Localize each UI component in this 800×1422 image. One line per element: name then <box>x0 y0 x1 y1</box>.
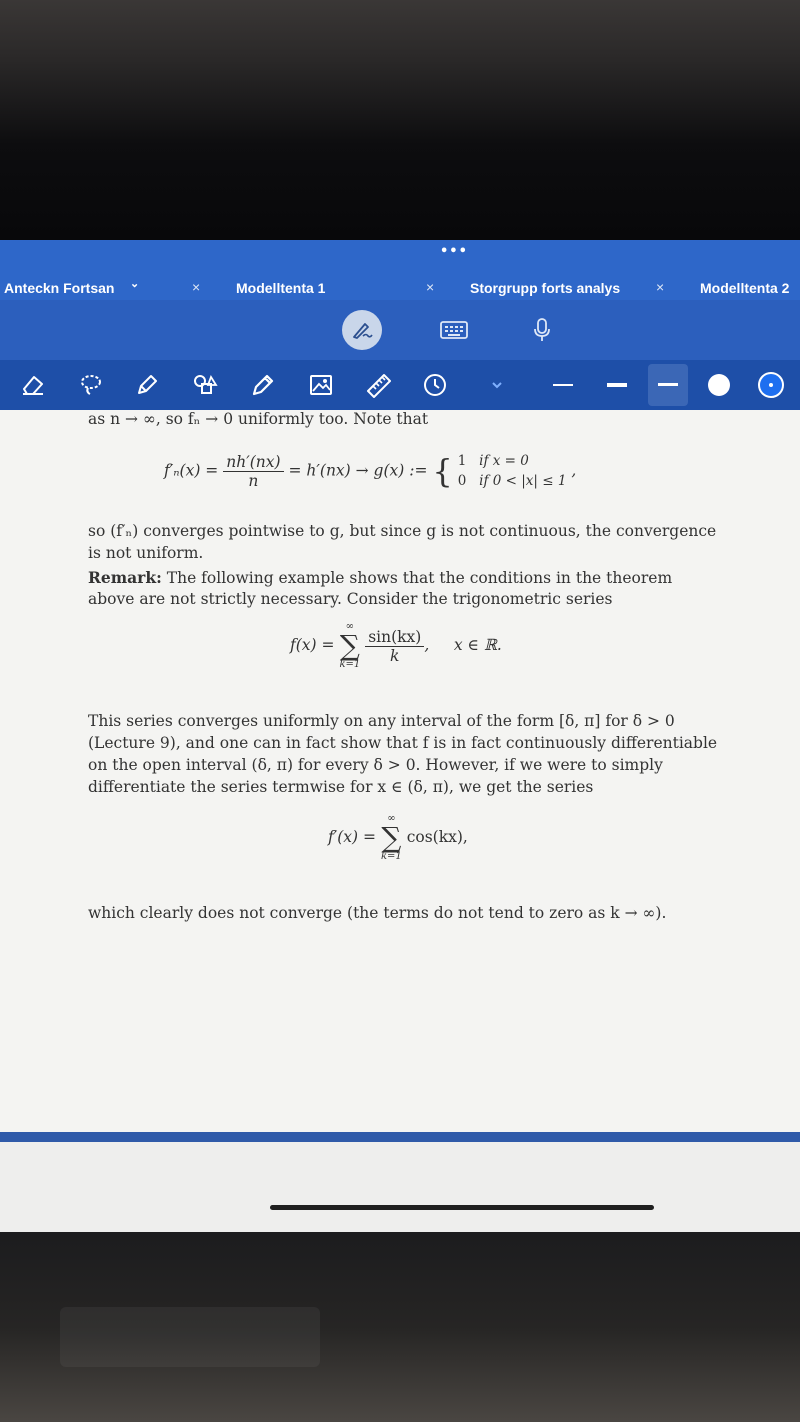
summation <box>381 814 402 862</box>
document-page[interactable] <box>0 410 800 1132</box>
eq-domain: x ∈ ℝ. <box>453 636 502 654</box>
fraction-denominator: k <box>390 646 400 665</box>
tab-label: Storgrupp forts analys <box>470 280 621 296</box>
tab-bar <box>0 240 800 300</box>
tab-storgrupp-forts-analys[interactable] <box>466 276 676 300</box>
eq-middle: = h′(nx) → g(x) := <box>288 461 428 480</box>
brace: { <box>432 452 453 491</box>
keyboard-icon[interactable] <box>436 312 472 348</box>
tab-anteckn-fortsan[interactable] <box>0 276 218 300</box>
fraction <box>365 628 424 665</box>
fraction-numerator: nh′(nx) <box>223 453 283 472</box>
page-separator <box>0 1132 800 1142</box>
pen-icon[interactable] <box>130 368 164 402</box>
sum-upper: ∞ <box>387 813 396 824</box>
tab-modelltenta-1[interactable] <box>232 276 442 300</box>
case-condition: if 0 < |x| ≤ 1 <box>479 472 567 489</box>
equation-cosine-series <box>328 814 468 862</box>
shapes-icon[interactable] <box>188 368 222 402</box>
more-options-icon[interactable]: ••• <box>440 244 468 259</box>
text-line: which clearly does not converge (the terms do not tend to zero as k → ∞). <box>88 904 667 922</box>
chevron-down-icon[interactable]: ⌄ <box>130 278 140 290</box>
text-line: is not uniform. <box>88 544 204 562</box>
sigma-icon: ∑ <box>339 629 360 662</box>
sum-upper: ∞ <box>345 621 355 632</box>
clock-icon[interactable] <box>418 368 452 402</box>
close-tab-icon[interactable]: × <box>192 279 201 295</box>
pencil-icon[interactable] <box>246 368 280 402</box>
summation <box>339 622 360 670</box>
eq-term: cos(kx), <box>406 828 468 846</box>
text-line: (Lecture 9), and one can in fact show that f is in fact continuously differentiable <box>88 734 718 752</box>
case-condition: if x = 0 <box>479 453 529 469</box>
highlighted-line-icon[interactable] <box>648 364 688 406</box>
close-tab-icon[interactable]: × <box>656 279 665 295</box>
reflection <box>60 1307 320 1367</box>
text-line: above are not strictly necessary. Consider the trigonometric series <box>88 590 613 608</box>
next-page-area <box>0 1142 800 1232</box>
sigma-icon: ∑ <box>381 821 402 854</box>
ruler-icon[interactable] <box>362 368 396 402</box>
device-bezel-bottom <box>0 1232 800 1422</box>
eq-lhs: f′ₙ(x) = <box>164 461 219 480</box>
tab-label: Modelltenta 2 <box>700 280 790 296</box>
drawing-toolbar <box>0 360 800 410</box>
eq-tail: , <box>424 636 430 654</box>
tab-label: Anteckn Fortsan <box>4 280 115 296</box>
close-tab-icon[interactable]: × <box>426 279 435 295</box>
fraction <box>223 453 283 490</box>
image-icon[interactable] <box>304 368 338 402</box>
notes-app <box>0 240 800 1232</box>
cases <box>458 452 567 491</box>
eq-tail: , <box>571 461 577 480</box>
remark-label: Remark: <box>88 568 162 587</box>
lasso-icon[interactable] <box>74 368 108 402</box>
input-mode-bar <box>0 300 800 360</box>
blue-color-icon[interactable] <box>754 368 788 402</box>
eq-lhs: f(x) = <box>290 636 335 654</box>
tab-modelltenta-2[interactable] <box>696 276 800 300</box>
case-value: 1 <box>457 453 467 469</box>
equation-sine-series <box>290 622 502 670</box>
home-indicator[interactable] <box>270 1205 654 1210</box>
equation-derivative <box>164 452 576 491</box>
fraction-numerator: sin(kx) <box>365 628 424 647</box>
text-line: as n → ∞, so fₙ → 0 uniformly too. Note that <box>88 410 429 428</box>
text-line: on the open interval (δ, π) for every δ > 0. However, if we were to simply <box>88 756 663 774</box>
white-color-icon[interactable] <box>702 368 736 402</box>
tab-label: Modelltenta 1 <box>236 280 326 296</box>
text-line: This series converges uniformly on any interval of the form [δ, π] for δ > 0 <box>88 712 675 730</box>
sum-lower: k=1 <box>380 851 402 862</box>
case-value: 0 <box>457 472 467 489</box>
handwriting-icon[interactable] <box>342 310 382 350</box>
text-line: differentiate the series termwise for x ∈ (δ, π), we get the series <box>88 778 594 796</box>
text-line: so (f′ₙ) converges pointwise to g, but since g is not continuous, the convergence <box>88 522 717 540</box>
expand-chevron-icon[interactable] <box>480 368 514 402</box>
thick-line-icon[interactable] <box>600 368 634 402</box>
fraction-denominator: n <box>248 472 259 491</box>
device-bezel-top <box>0 0 800 240</box>
eraser-icon[interactable] <box>16 368 50 402</box>
eq-lhs: f′(x) = <box>328 828 377 846</box>
remark-text: The following example shows that the conditions in the theorem <box>161 569 673 587</box>
sum-lower: k=1 <box>339 659 361 670</box>
remark-line <box>88 568 672 587</box>
microphone-icon[interactable] <box>524 312 560 348</box>
thin-line-icon[interactable] <box>546 368 580 402</box>
